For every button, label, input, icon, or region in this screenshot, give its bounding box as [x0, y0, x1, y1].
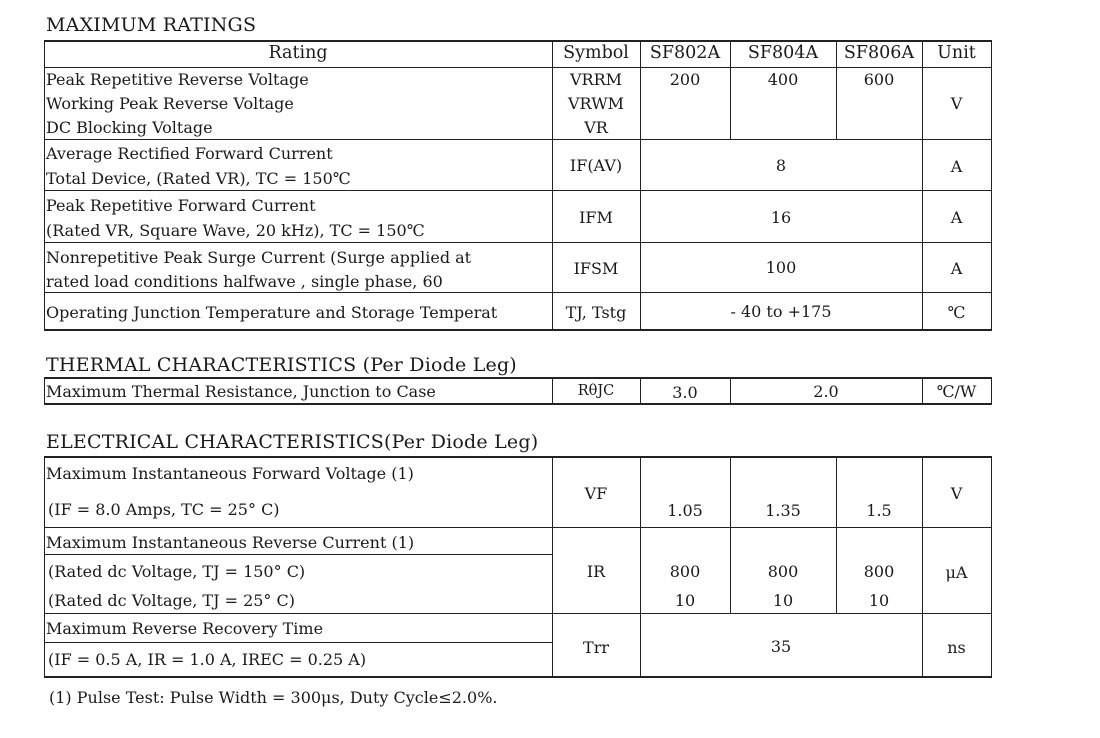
value-cell: 200 — [669, 70, 701, 89]
rating-label: Average Rectified Forward Current — [46, 144, 333, 163]
table-rule — [44, 377, 992, 379]
rating-label: rated load conditions halfwave , single phase, 60 — [46, 272, 443, 291]
header-symbol: Symbol — [563, 43, 629, 63]
symbol-cell: VR — [584, 118, 608, 137]
electrical-title: ELECTRICAL CHARACTERISTICS(Per Diode Leg) — [46, 431, 539, 453]
unit-cell: ns — [947, 638, 966, 657]
unit-cell: V — [950, 94, 963, 113]
symbol-cell: IFM — [579, 208, 613, 227]
unit-cell: A — [950, 208, 963, 227]
symbol-cell: IR — [586, 562, 606, 581]
header-unit: Unit — [937, 43, 976, 63]
rating-label: Peak Repetitive Forward Current — [46, 196, 316, 215]
value-cell: 1.05 — [667, 501, 703, 520]
rating-label: Operating Junction Temperature and Storage Temperat — [46, 303, 498, 322]
characteristic-condition: (IF = 8.0 Amps, TC = 25° C) — [48, 500, 280, 519]
table-rule — [44, 456, 992, 458]
value-cell: 3.0 — [672, 383, 698, 402]
value-cell: 8 — [775, 156, 787, 175]
value-cell: 35 — [770, 637, 792, 656]
symbol-cell: VRWM — [567, 94, 625, 113]
characteristic-condition: (IF = 0.5 A, IR = 1.0 A, IREC = 0.25 A) — [48, 650, 367, 669]
characteristic-label: Maximum Instantaneous Reverse Current (1) — [46, 533, 415, 552]
table-rule — [44, 613, 992, 614]
table-rule — [44, 329, 992, 331]
symbol-cell: IF(AV) — [569, 156, 623, 175]
value-cell: 100 — [765, 258, 797, 277]
symbol-cell: IFSM — [573, 259, 619, 278]
unit-cell: ℃ — [947, 303, 966, 322]
symbol-cell: VF — [584, 484, 608, 503]
header-sf804a: SF804A — [747, 43, 819, 63]
value-cell: 800 — [669, 562, 701, 581]
value-cell: 16 — [770, 208, 792, 227]
value-cell: 800 — [767, 562, 799, 581]
unit-cell: A — [950, 259, 963, 278]
table-rule — [922, 40, 923, 331]
table-rule — [44, 67, 992, 68]
table-rule — [991, 40, 992, 331]
table-rule — [44, 554, 552, 555]
value-cell: 1.35 — [765, 501, 801, 520]
max-ratings-title: MAXIMUM RATINGS — [46, 14, 257, 36]
symbol-cell: RθJC — [577, 383, 615, 399]
rating-label: DC Blocking Voltage — [46, 118, 213, 137]
footnote: (1) Pulse Test: Pulse Width = 300μs, Duty Cycle≤2.0%. — [49, 688, 498, 707]
table-rule — [44, 403, 992, 405]
symbol-cell: Trr — [583, 638, 609, 657]
unit-cell: μA — [945, 563, 968, 582]
symbol-cell: TJ, Tstg — [565, 303, 627, 322]
table-rule — [991, 456, 992, 678]
table-rule — [44, 642, 552, 643]
header-sf802a: SF802A — [649, 43, 721, 63]
table-rule — [44, 292, 992, 293]
table-rule — [44, 377, 45, 405]
value-cell: 10 — [674, 591, 696, 610]
table-rule — [44, 40, 992, 42]
table-rule — [991, 377, 992, 405]
symbol-cell: VRRM — [569, 70, 623, 89]
thermal-title: THERMAL CHARACTERISTICS (Per Diode Leg) — [46, 354, 517, 376]
rating-label: Working Peak Reverse Voltage — [46, 94, 294, 113]
value-cell: 400 — [767, 70, 799, 89]
header-sf806a: SF806A — [843, 43, 915, 63]
characteristic-condition: (Rated dc Voltage, TJ = 25° C) — [48, 591, 295, 610]
table-rule — [44, 40, 45, 331]
value-cell: - 40 to +175 — [730, 302, 832, 321]
thermal-label: Maximum Thermal Resistance, Junction to Case — [46, 382, 436, 401]
value-cell: 800 — [863, 562, 895, 581]
value-cell: 1.5 — [866, 501, 892, 520]
rating-label: Peak Repetitive Reverse Voltage — [46, 70, 309, 89]
value-cell: 600 — [863, 70, 895, 89]
table-rule — [44, 527, 992, 528]
rating-label: (Rated VR, Square Wave, 20 kHz), TC = 150℃ — [46, 221, 425, 240]
table-rule — [44, 676, 992, 678]
table-rule — [44, 139, 992, 140]
table-rule — [44, 190, 992, 191]
characteristic-label: Maximum Reverse Recovery Time — [46, 619, 324, 638]
unit-cell: A — [950, 157, 963, 176]
table-rule — [44, 456, 45, 678]
table-rule — [44, 242, 992, 243]
value-cell: 2.0 — [813, 382, 839, 401]
rating-label: Total Device, (Rated VR), TC = 150℃ — [46, 169, 351, 188]
unit-cell: ℃/W — [936, 382, 977, 401]
characteristic-label: Maximum Instantaneous Forward Voltage (1) — [46, 464, 414, 483]
header-rating: Rating — [268, 43, 328, 63]
unit-cell: V — [950, 484, 963, 503]
value-cell: 10 — [772, 591, 794, 610]
value-cell: 10 — [868, 591, 890, 610]
characteristic-condition: (Rated dc Voltage, TJ = 150° C) — [48, 562, 306, 581]
rating-label: Nonrepetitive Peak Surge Current (Surge applied at — [46, 248, 472, 267]
